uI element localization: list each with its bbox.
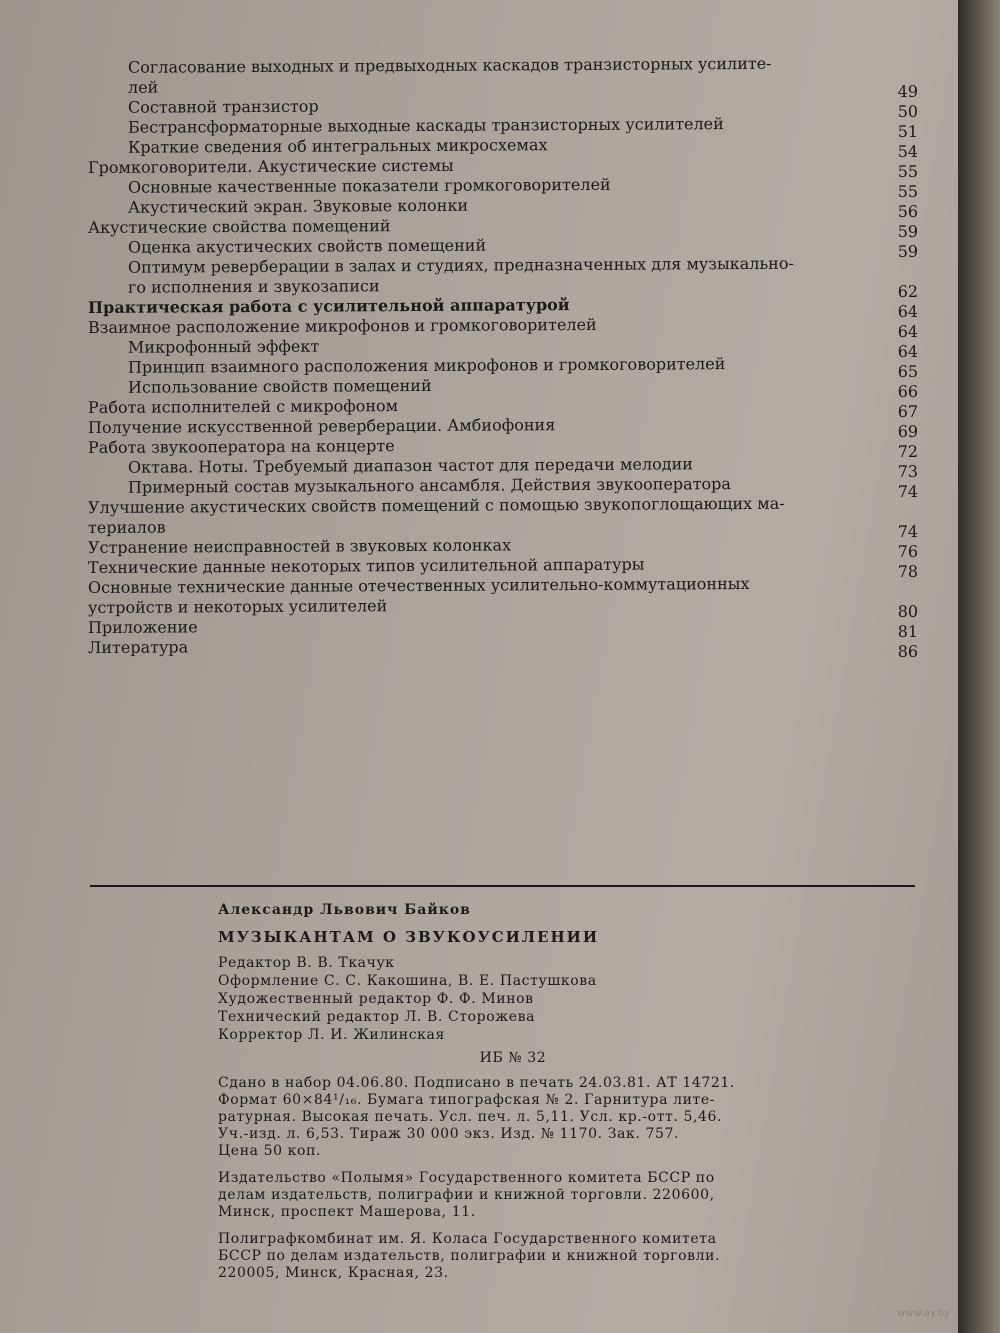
toc-entry-page: 50 [897, 101, 919, 122]
toc-entry-title: Микрофонный эффект [127, 336, 320, 357]
toc-entry-page: 73 [897, 461, 919, 482]
toc-entry-title: Основные технические данные отечественных усилительно-коммутационных [87, 573, 750, 597]
toc-entry-page: 72 [897, 441, 919, 462]
printer-info [218, 1231, 808, 1282]
toc-entry-title: Литература [87, 637, 189, 657]
toc-entry-title: Оптимум реверберации в залах и студиях, предназначенных для музыкально- [127, 253, 794, 277]
print-line: ратурная. Высокая печать. Усл. печ. л. 5,11. Усл. кр.-отт. 5,46. [218, 1109, 723, 1125]
toc-entry-page: 78 [897, 561, 919, 582]
book-title: МУЗЫКАНТАМ О ЗВУКОУСИЛЕНИИ [218, 928, 600, 946]
toc-entry-title: Принцип взаимного расположения микрофонов и громкоговорителей [127, 354, 726, 377]
toc-entry-title: Улучшение акустических свойств помещений с помощью звукопоглощающих ма- [87, 493, 785, 517]
print-details [218, 1075, 808, 1160]
publisher-line: Издательство «Полымя» Государственного комитета БССР по [218, 1170, 715, 1186]
author-name: Александр Львович Байков [218, 902, 471, 918]
toc-entry-title: Устранение неисправностей в звуковых колонках [87, 535, 512, 557]
toc-entry-title: Использование свойств помещений [127, 375, 432, 397]
divider-rule [90, 885, 915, 887]
toc-entry-title: Составной транзистор [127, 96, 319, 117]
watermark: www.ay.by [897, 1308, 950, 1319]
toc-entry-title: го исполнения и звукозаписи [127, 276, 380, 297]
toc-entry-title: Примерный состав музыкального ансамбля. Действия звукооператора [127, 474, 731, 497]
toc-entry-page: 54 [897, 141, 919, 162]
toc-entry-title: Работа звукооператора на концерте [87, 436, 395, 457]
toc-entry-title: Оценка акустических свойств помещений [127, 235, 487, 257]
next-page-edge [958, 0, 1000, 1333]
toc-entry-title: Технические данные некоторых типов усилительной аппаратуры [87, 554, 645, 577]
toc-entry-page: 64 [897, 321, 919, 342]
toc-entry-page: 74 [897, 481, 919, 502]
toc-entry-page: 74 [897, 521, 919, 542]
toc-entry-title: Бестрансформаторные выходные каскады транзисторных усилителей [127, 114, 724, 137]
toc-entry-page: 51 [897, 121, 919, 142]
toc-entry-title: Взаимное расположение микрофонов и громкоговорителей [87, 314, 597, 337]
printer-line: 220005, Минск, Красная, 23. [218, 1265, 449, 1281]
toc-entry-title: териалов [87, 517, 166, 537]
toc-entry [87, 633, 919, 662]
table-of-contents [87, 53, 919, 662]
staff-line: Оформление С. С. Какошина, В. Е. Пастушкова [218, 973, 597, 989]
toc-entry-title: Работа исполнителей с микрофоном [87, 396, 399, 417]
toc-entry-page: 64 [897, 341, 919, 362]
colophon [218, 902, 808, 1292]
printer-line: БССР по делам издательств, полиграфии и книжной торговли. [218, 1248, 721, 1264]
toc-entry-title: Акустические свойства помещений [87, 216, 391, 237]
toc-entry-title: Практическая работа с усилительной аппаратурой [87, 295, 570, 317]
toc-entry-title: Получение искусственной реверберации. Амбиофония [87, 415, 556, 437]
editorial-staff [218, 954, 808, 1044]
staff-line: Технический редактор Л. В. Сторожева [218, 1009, 536, 1025]
toc-entry-page: 81 [897, 621, 919, 642]
staff-line: Корректор Л. И. Жилинская [218, 1027, 445, 1043]
toc-entry-title: Согласование выходных и предвыходных каскадов транзисторных усилите- [127, 53, 772, 77]
toc-entry-page: 65 [897, 361, 919, 382]
toc-entry-page: 62 [897, 281, 919, 302]
toc-entry-page: 86 [897, 641, 919, 662]
toc-entry-title: Громкоговорители. Акустические системы [87, 155, 454, 177]
toc-entry-page: 66 [897, 381, 919, 402]
toc-entry-page: 49 [897, 81, 919, 102]
toc-entry-page: 59 [897, 221, 919, 242]
toc-entry-title: Акустический экран. Звуковые колонки [127, 195, 469, 217]
toc-entry-page: 59 [897, 241, 919, 262]
publisher-info [218, 1170, 808, 1221]
staff-line: Редактор В. В. Ткачук [218, 955, 395, 971]
toc-entry-page: 55 [897, 181, 919, 202]
ib-number: ИБ № 32 [479, 1050, 547, 1066]
print-line: Сдано в набор 04.06.80. Подписано в печать 24.03.81. АТ 14721. [218, 1075, 735, 1091]
toc-entry-page: 56 [897, 201, 919, 222]
toc-entry-page: 80 [897, 601, 919, 622]
staff-line: Художественный редактор Ф. Ф. Минов [218, 991, 534, 1007]
toc-entry-title: Краткие сведения об интегральных микросхемах [127, 135, 548, 157]
toc-entry-title: Приложение [87, 617, 198, 637]
toc-entry-page: 64 [897, 301, 919, 322]
toc-entry-page: 76 [897, 541, 919, 562]
print-line: Цена 50 коп. [218, 1143, 322, 1159]
print-line: Уч.-изд. л. 6,53. Тираж 30 000 экз. Изд. № 1170. Зак. 757. [218, 1126, 680, 1142]
toc-entry-page: 55 [897, 161, 919, 182]
toc-entry-title: устройств и некоторых усилителей [87, 596, 388, 617]
toc-entry-page: 69 [897, 421, 919, 442]
print-line: Формат 60×84¹/₁₆. Бумага типографская № 2. Гарнитура лите- [218, 1092, 716, 1108]
toc-entry-title: Октава. Ноты. Требуемый диапазон частот для передачи мелодии [127, 454, 693, 477]
printer-line: Полиграфкомбинат им. Я. Коласа Государственного комитета [218, 1231, 717, 1247]
toc-entry-title: Основные качественные показатели громкоговорителей [127, 174, 611, 197]
publisher-line: делам издательств, полиграфии и книжной торговли. 220600, [218, 1187, 715, 1203]
toc-entry-title: лей [127, 77, 159, 97]
toc-entry-page: 67 [897, 401, 919, 422]
publisher-line: Минск, проспект Машерова, 11. [218, 1204, 476, 1220]
